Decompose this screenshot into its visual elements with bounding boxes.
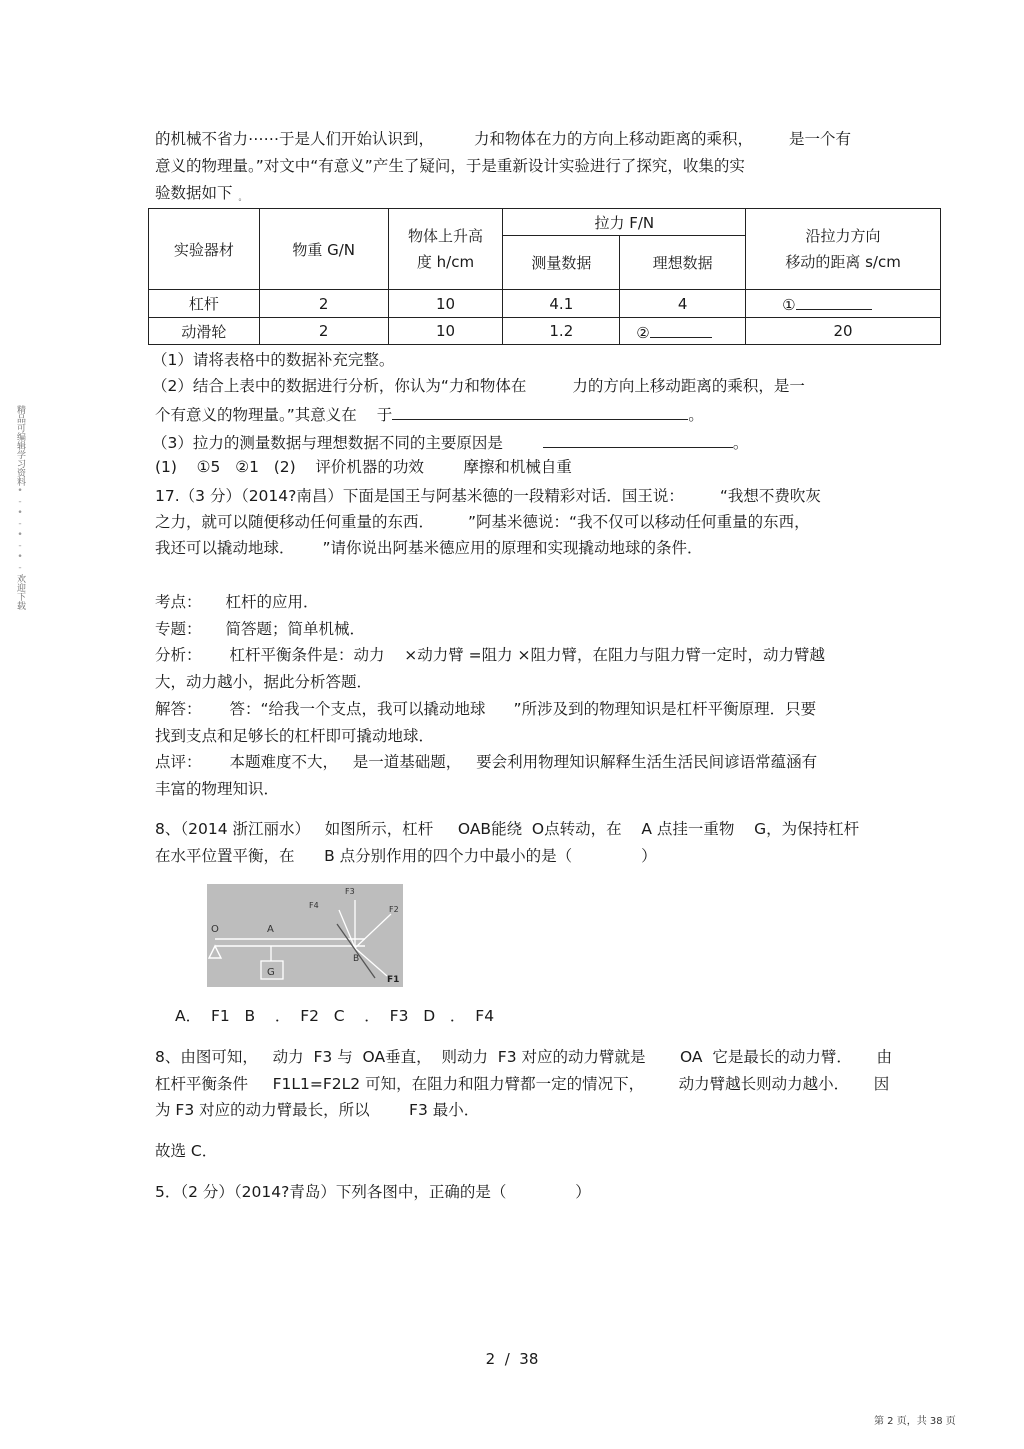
q17-text: ”阿基米德说：“我不仅可以移动任何重量的东西，	[468, 513, 810, 531]
label-f3: F3	[345, 887, 355, 896]
page-number: 2 / 38	[485, 1350, 539, 1368]
header-height	[388, 209, 503, 290]
q16-part-2	[152, 376, 805, 396]
intro-line-3	[155, 183, 247, 208]
q8-line-2: 在水平位置平衡，在 B 点分别作用的四个力中最小的是（ ）	[155, 847, 657, 865]
cell-height: 10	[388, 290, 503, 318]
page-footer: 第 2 页，共 38 页	[874, 1416, 956, 1427]
blank-marker: ①	[782, 296, 796, 314]
q8-explanation-2: 杠杆平衡条件 F1L1=F2L2 可知，在阻力和阻力臂都一定的情况下， 动力臂越长则动力越小． 因	[155, 1075, 890, 1093]
cell-height: 10	[388, 318, 503, 345]
comment-label: 点评：	[155, 753, 202, 771]
blank-marker: ②	[636, 323, 650, 342]
q17-text: 之力，就可以随便移动任何重量的东西．	[155, 513, 435, 531]
sidebar-dash: •	[17, 552, 23, 562]
q17-line-2	[155, 512, 810, 532]
cell-measured: 1.2	[503, 318, 620, 345]
solution-value: 答：“给我一个支点，我可以撬动地球	[229, 700, 486, 718]
label-b: B	[353, 954, 360, 964]
header-measured: 测量数据	[503, 236, 620, 290]
solution-label: 解答：	[155, 700, 202, 718]
table-row	[149, 318, 941, 345]
fill-blank	[650, 321, 712, 338]
label-a: A	[267, 924, 274, 935]
cell-distance	[746, 290, 941, 318]
q16-text: 于	[376, 406, 393, 424]
intro-mark: 。	[238, 193, 247, 202]
q16-text: （2）结合上表中的数据进行分析，你认为“力和物体在	[152, 377, 527, 395]
analysis-row-cont: 大，动力越小，据此分析答题．	[155, 673, 373, 691]
intro-text: 的机械不省力⋯⋯于是人们开始认识到，	[155, 130, 435, 148]
q16-part-3	[152, 431, 748, 453]
sidebar-dash: •	[17, 530, 23, 540]
q17-text: 我还可以撬动地球．	[155, 539, 295, 557]
intro-text: 力和物体在力的方向上移动距离的乘积，	[474, 130, 754, 148]
sidebar-text-bottom: 欢迎下载	[15, 574, 25, 610]
cell-ideal	[620, 318, 746, 345]
cell-distance: 20	[746, 318, 941, 345]
header-height-line: 度 h/cm	[416, 253, 475, 271]
header-pull: 拉力 F/N	[503, 209, 746, 236]
analysis-value: 杠杆平衡条件是：动力 ×动力臂 =阻力 ×阻力臂，在阻力与阻力臂一定时，动力臂越	[229, 646, 826, 664]
q16-text: （3）拉力的测量数据与理想数据不同的主要原因是	[152, 434, 503, 452]
q16-part-1: （1）请将表格中的数据补充完整。	[152, 351, 395, 369]
cell-weight: 2	[259, 318, 388, 345]
intro-line-2: 意义的物理量。”对文中“有意义”产生了疑问，于是重新设计实验进行了探究，收集的实	[155, 157, 745, 175]
q8-explanation-1: 8、由图可知， 动力 F3 与 OA垂直， 则动力 F3 对应的动力臂就是 OA 它是最长的动力臂． 由	[155, 1048, 893, 1066]
q17-text: 17.（3 分）（2014?南昌）下面是国王与阿基米德的一段精彩对话．国王说：	[155, 487, 684, 505]
cell-ideal: 4	[620, 290, 746, 318]
solution-row	[155, 699, 816, 719]
comment-value: 本题难度不大， 是一道基础题， 要会利用物理知识解释生活生活民间谚语常蕴涵有	[229, 753, 818, 771]
header-weight: 物重 G/N	[259, 209, 388, 290]
sidebar-dash: -	[18, 541, 22, 551]
cell-weight: 2	[259, 290, 388, 318]
comment-row	[155, 752, 817, 772]
header-distance-line: 沿拉力方向	[805, 227, 881, 245]
header-equipment: 实验器材	[149, 209, 260, 290]
cell-equipment: 动滑轮	[149, 318, 260, 345]
header-height-line: 物体上升高	[407, 227, 483, 245]
q16-answer: (1) ①5 ②1 (2) 评价机器的功效 摩擦和机械自重	[155, 458, 572, 476]
label-o: O	[211, 924, 219, 935]
sidebar-dash: •	[17, 486, 23, 496]
q16-text: 力的方向上移动距离的乘积，是一	[572, 377, 805, 395]
header-distance-line: 移动的距离 s/cm	[785, 253, 901, 271]
sidebar-dash: -	[18, 497, 22, 507]
q8-line-1: 8、（2014 浙江丽水） 如图所示，杠杆 OAB能绕 O点转动，在 A 点挂一重物 G，为保持杠杆	[155, 820, 860, 838]
solution-value: ”所涉及到的物理知识是杠杆平衡原理．只要	[513, 700, 817, 718]
intro-text: 验数据如下	[155, 184, 233, 202]
analysis-label: 分析：	[155, 646, 202, 664]
margin-sidebar	[14, 405, 26, 610]
intro-line-1	[155, 129, 851, 149]
table-row	[149, 290, 941, 318]
sidebar-dash: -	[18, 519, 22, 529]
figure-background	[207, 884, 403, 987]
q16-text: 个有意义的物理量。”其意义在	[155, 406, 357, 424]
fill-blank	[392, 403, 688, 420]
q16-part-2-cont	[155, 403, 704, 425]
solution-row-cont: 找到支点和足够长的杠杆即可撬动地球．	[155, 727, 435, 745]
fill-blank	[543, 431, 733, 448]
header-distance	[746, 209, 941, 290]
fill-blank	[796, 293, 872, 310]
q16-text: 。	[732, 434, 749, 452]
sidebar-dash: •	[17, 508, 23, 518]
q16-text: 。	[688, 406, 704, 424]
topic-value: 杠杆的应用．	[225, 593, 319, 611]
type-row	[155, 619, 365, 639]
cell-measured: 4.1	[503, 290, 620, 318]
lever-figure	[207, 884, 403, 987]
q8-options: A． F1 B ． F2 C ． F3 D ． F4	[175, 1007, 495, 1025]
q17-line-3	[155, 538, 703, 558]
sidebar-text-top: 精品可编辑学习资料	[15, 405, 25, 486]
q8-answer: 故选 C．	[155, 1142, 218, 1160]
q17-text: “我想不费吹灰	[719, 487, 821, 505]
topic-row	[155, 592, 319, 612]
q17-line-1	[155, 486, 821, 506]
cell-equipment: 杠杆	[149, 290, 260, 318]
label-f4: F4	[309, 901, 319, 910]
comment-row-cont: 丰富的物理知识．	[155, 780, 280, 798]
intro-text: 是一个有	[789, 130, 852, 148]
analysis-row	[155, 645, 825, 665]
q17-text: ”请你说出阿基米德应用的原理和实现撬动地球的条件．	[322, 539, 703, 557]
label-f2: F2	[389, 905, 399, 914]
label-f1: F1	[387, 975, 400, 985]
experiment-table	[148, 208, 941, 345]
type-label: 专题：	[155, 620, 202, 638]
sidebar-dash: -	[18, 563, 22, 573]
type-value: 简答题；简单机械．	[225, 620, 366, 638]
q8-explanation-3: 为 F3 对应的动力臂最长，所以 F3 最小．	[155, 1101, 480, 1119]
label-g: G	[267, 967, 275, 978]
topic-label: 考点：	[155, 593, 202, 611]
header-ideal: 理想数据	[620, 236, 746, 290]
q5-line-1: 5．（2 分）（2014?青岛）下列各图中，正确的是（ ）	[155, 1183, 591, 1201]
